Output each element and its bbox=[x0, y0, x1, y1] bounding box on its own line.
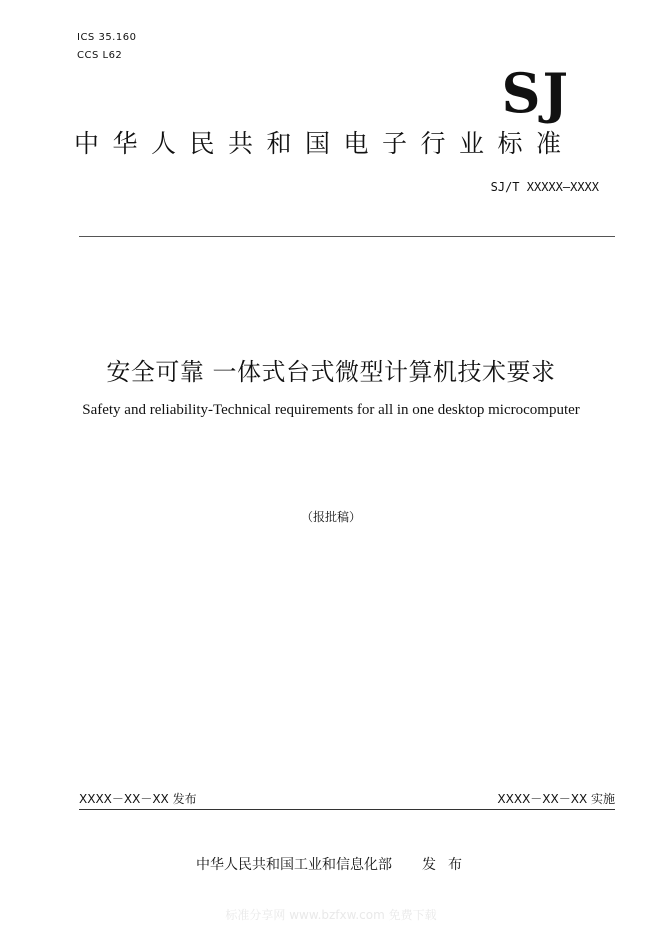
footer-divider bbox=[79, 809, 615, 810]
ics-code: ICS 35.160 bbox=[77, 32, 137, 43]
publish-date: XXXX－XX－XX 发布 bbox=[79, 792, 197, 806]
document-number: SJ/T XXXXX—XXXX bbox=[490, 180, 599, 194]
draft-status: （报批稿） bbox=[300, 510, 361, 524]
document-title-en: Safety and reliability-Technical requirements for all in one desktop microcomputer bbox=[82, 402, 580, 418]
ccs-code: CCS L62 bbox=[77, 50, 123, 61]
standard-category-title: 中华人民共和国电子行业标准 bbox=[74, 129, 575, 158]
watermark: 标准分享网 www.bzfxw.com 免费下载 bbox=[225, 908, 437, 922]
implement-date: XXXX－XX－XX 实施 bbox=[497, 792, 615, 806]
publisher-verb: 发布 bbox=[422, 857, 474, 873]
document-title-cn: 安全可靠 一体式台式微型计算机技术要求 bbox=[106, 358, 556, 386]
header-divider bbox=[79, 236, 615, 237]
publisher-line bbox=[196, 855, 474, 875]
standard-logo: SJ bbox=[501, 61, 570, 125]
publisher-name: 中华人民共和国工业和信息化部 bbox=[196, 857, 392, 873]
